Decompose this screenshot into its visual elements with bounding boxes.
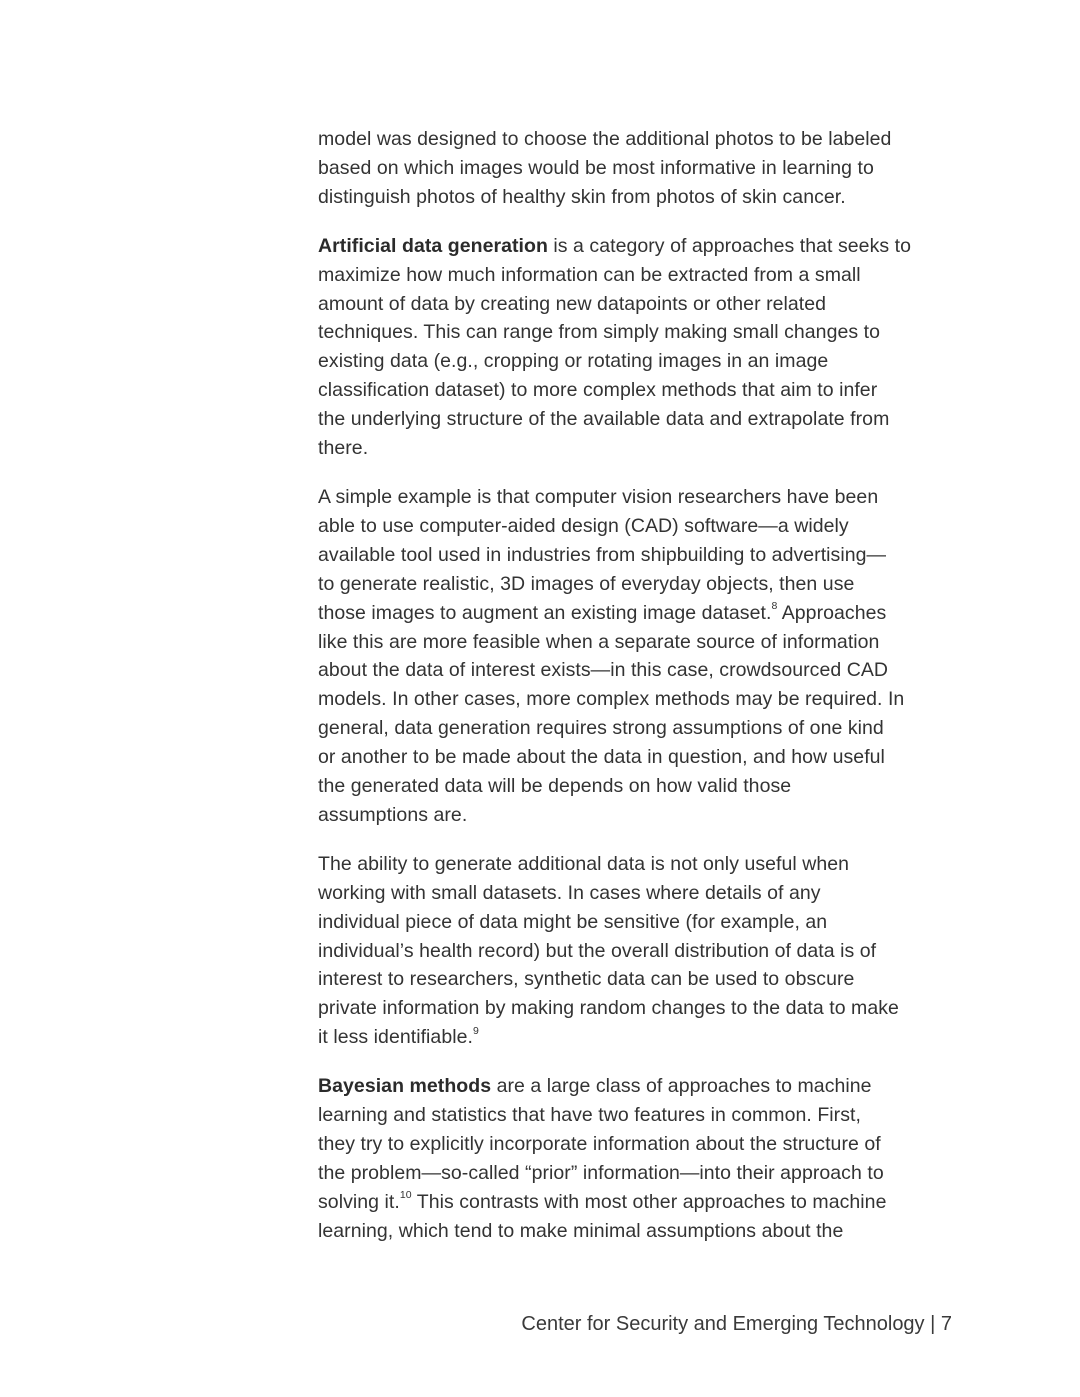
paragraph-artificial-data-generation — [318, 232, 958, 463]
paragraph-cad-example — [318, 483, 958, 830]
text-line: like this are more feasible when a separate source of information — [318, 630, 880, 653]
text-line: available tool used in industries from shipbuilding to advertising— — [318, 543, 887, 566]
footnote-ref-10: 10 — [399, 1189, 412, 1202]
text-line: techniques. This can range from simply making small changes to — [318, 321, 881, 344]
body-text — [318, 125, 958, 1266]
text-line — [318, 232, 958, 261]
text-line: based on which images would be most informative in learning to — [318, 156, 874, 179]
text-line: private information by making random changes to the data to make — [318, 997, 899, 1020]
text-line: to generate realistic, 3D images of everyday objects, then use — [318, 572, 855, 595]
footnote-ref-8: 8 — [771, 600, 778, 613]
text-span: it less identifiable. — [318, 1026, 473, 1049]
text-line: distinguish photos of healthy skin from photos of skin cancer. — [318, 185, 846, 208]
text-line: or another to be made about the data in question, and how useful — [318, 746, 885, 769]
text-line: models. In other cases, more complex methods may be required. In — [318, 688, 905, 711]
text-line: individual’s health record) but the overall distribution of data is of — [318, 939, 877, 962]
text-span: solving it. — [318, 1190, 400, 1213]
term-artificial-data-generation: Artificial data generation — [318, 234, 548, 257]
text-line: The ability to generate additional data is not only useful when — [318, 852, 850, 875]
text-line — [318, 1188, 958, 1217]
text-span: are a large class of approaches to machine — [491, 1075, 872, 1098]
text-line: model was designed to choose the additional photos to be labeled — [318, 128, 892, 150]
paragraph-active-learning-continued — [318, 125, 958, 212]
text-line: maximize how much information can be extracted from a small — [318, 263, 861, 286]
term-bayesian-methods: Bayesian methods — [318, 1075, 492, 1098]
text-line: the problem—so-called “prior” information—into their approach to — [318, 1161, 884, 1184]
text-line: learning, which tend to make minimal assumptions about the — [318, 1219, 844, 1242]
text-line — [318, 1023, 958, 1052]
text-line: the generated data will be depends on how valid those — [318, 775, 792, 798]
text-line — [318, 1072, 958, 1101]
paragraph-synthetic-data-privacy — [318, 850, 958, 1052]
footnote-ref-9: 9 — [472, 1024, 479, 1037]
text-line: assumptions are. — [318, 803, 468, 826]
page-footer: Center for Security and Emerging Technology | 7 — [521, 1313, 952, 1335]
text-line: general, data generation requires strong assumptions of one kind — [318, 717, 884, 740]
text-line: existing data (e.g., cropping or rotating images in an image — [318, 350, 829, 373]
text-line — [318, 599, 958, 628]
text-span: is a category of approaches that seeks to — [547, 234, 911, 257]
text-line: individual piece of data might be sensitive (for example, an — [318, 910, 828, 933]
text-line: the underlying structure of the available data and extrapolate from — [318, 408, 890, 431]
text-span: This contrasts with most other approaches to machine — [411, 1190, 887, 1213]
text-line: they try to explicitly incorporate information about the structure of — [318, 1133, 881, 1155]
text-line: able to use computer-aided design (CAD) software—a widely — [318, 514, 849, 537]
text-line: A simple example is that computer vision researchers have been — [318, 485, 879, 508]
text-line: amount of data by creating new datapoints or other related — [318, 292, 827, 315]
text-line: classification dataset) to more complex methods that aim to infer — [318, 379, 878, 402]
text-line: there. — [318, 437, 369, 460]
text-line: about the data of interest exists—in this case, crowdsourced CAD — [318, 659, 889, 682]
text-span: those images to augment an existing image dataset. — [318, 601, 772, 624]
text-span: Approaches — [777, 601, 887, 624]
text-line: interest to researchers, synthetic data can be used to obscure — [318, 968, 855, 991]
text-line: learning and statistics that have two features in common. First, — [318, 1104, 861, 1127]
paragraph-bayesian-methods — [318, 1072, 958, 1245]
text-line: working with small datasets. In cases where details of any — [318, 881, 821, 904]
